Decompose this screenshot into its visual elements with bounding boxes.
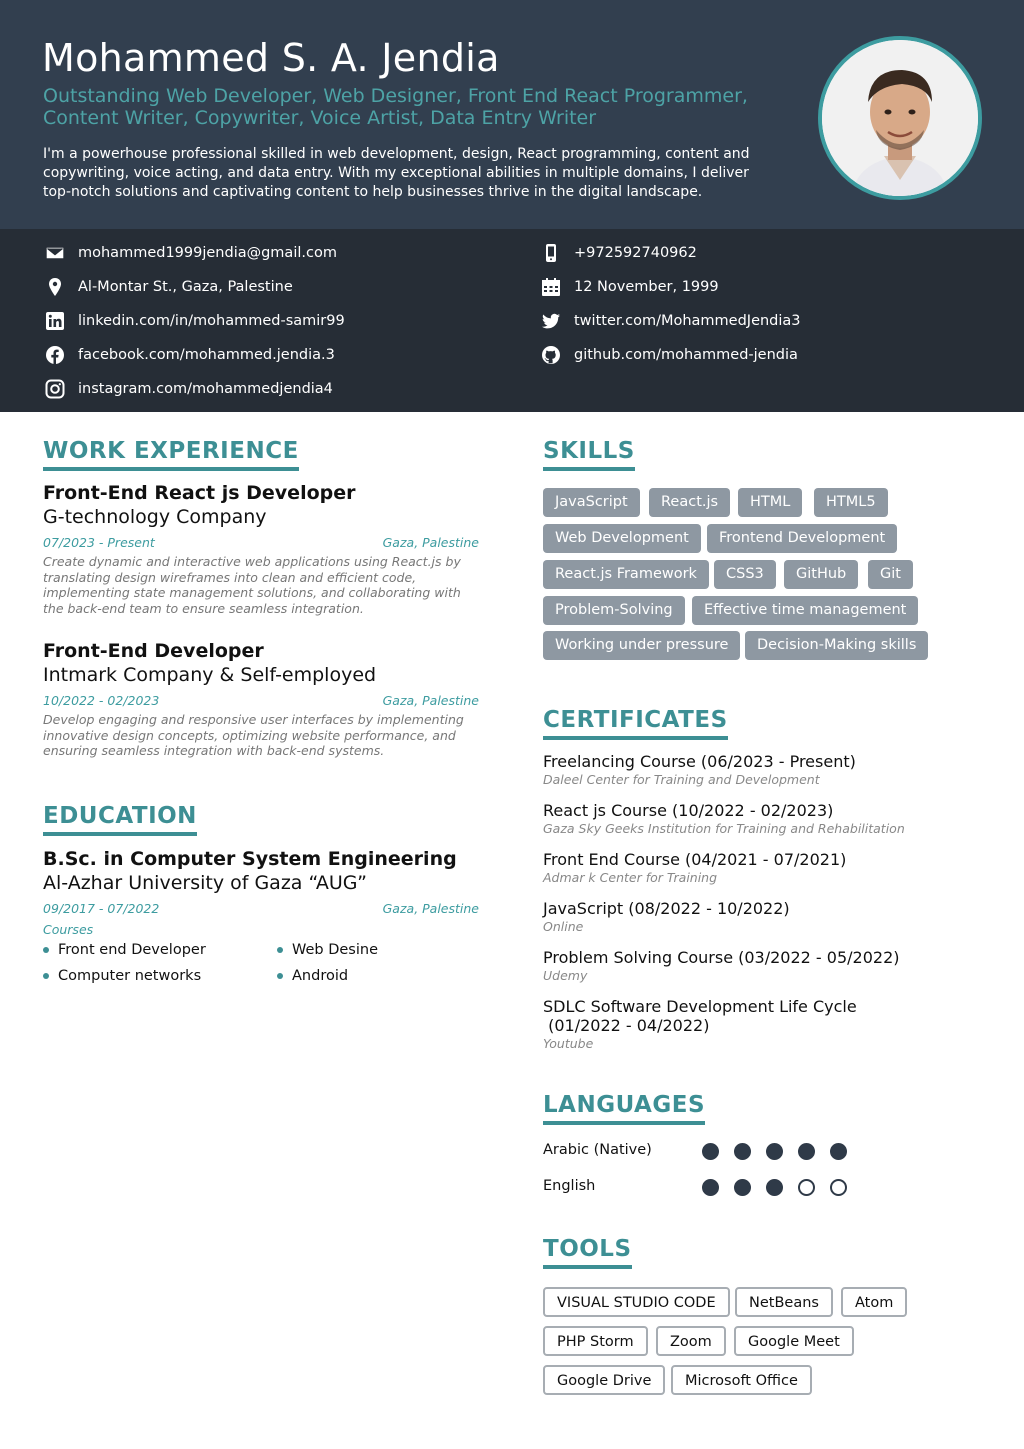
course-label: Computer networks: [58, 968, 202, 984]
phone-text: +972592740962: [574, 245, 697, 261]
certificate-name: Front End Course (04/2021 - 07/2021): [543, 850, 847, 869]
candidate-headline: [43, 85, 803, 129]
level-dot-filled: [766, 1143, 783, 1160]
course-label: Front end Developer: [58, 942, 206, 958]
skill-tag: Decision-Making skills: [745, 631, 928, 660]
certificate-name: JavaScript (08/2022 - 10/2022): [543, 899, 790, 918]
facebook-icon: [45, 345, 65, 365]
headline-line-2: Content Writer, Copywriter, Voice Artist, Data Entry Writer: [43, 107, 597, 129]
resume-header: [0, 0, 1024, 229]
course-item: [277, 968, 348, 984]
certificates-heading: CERTIFICATES: [543, 707, 728, 740]
level-dot-filled: [734, 1143, 751, 1160]
twitter-text: twitter.com/MohammedJendia3: [574, 313, 801, 329]
language-level-dots: [702, 1143, 862, 1160]
job-2-title: Front-End Developer: [43, 640, 264, 662]
certificate-source: Online: [543, 919, 584, 934]
job-2-meta: [43, 693, 479, 708]
birthday-text: 12 November, 1999: [574, 279, 719, 295]
level-dot-filled: [734, 1179, 751, 1196]
profile-summary: I'm a powerhouse professional skilled in web development, design, React programming, content and copywriting, voice acting, and data entry. With my exceptional abilities in multiple domains, I deliver top-notch solutions and captivating content to help businesses thrive in the digital landscape.: [43, 146, 750, 200]
facebook-text: facebook.com/mohammed.jendia.3: [78, 347, 335, 363]
job-1-location: Gaza, Palestine: [382, 535, 479, 550]
person-portrait-icon: [822, 40, 978, 196]
level-dot-empty: [830, 1179, 847, 1196]
skill-tag: Web Development: [543, 524, 701, 553]
tools-heading: TOOLS: [543, 1236, 632, 1269]
certificate-source: Daleel Center for Training and Development: [543, 772, 820, 787]
skill-tag: CSS3: [714, 560, 776, 589]
skill-tag: Working under pressure: [543, 631, 740, 660]
course-item: [43, 968, 201, 984]
tool-tag: Microsoft Office: [671, 1365, 812, 1395]
skill-tag: HTML: [738, 488, 802, 517]
tool-tag: PHP Storm: [543, 1326, 648, 1356]
contact-phone[interactable]: [541, 241, 697, 265]
courses-label: Courses: [43, 922, 94, 937]
contact-birthday: [541, 275, 719, 299]
certificate-name-line-2: (01/2022 - 04/2022): [543, 1016, 710, 1035]
bullet-icon: [277, 973, 283, 979]
certificate-name: React js Course (10/2022 - 02/2023): [543, 801, 834, 820]
github-text: github.com/mohammed-jendia: [574, 347, 798, 363]
certificate-name: [543, 997, 857, 1035]
course-item: [277, 942, 378, 958]
skill-tag: React.js Framework: [543, 560, 709, 589]
skill-tag: Effective time management: [692, 596, 918, 625]
contact-instagram[interactable]: [45, 377, 333, 401]
contact-band: [0, 229, 1024, 412]
languages-heading: LANGUAGES: [543, 1092, 705, 1125]
education-meta: [43, 901, 479, 916]
tool-tag: Google Drive: [543, 1365, 665, 1395]
bullet-icon: [43, 973, 49, 979]
level-dot-filled: [798, 1143, 815, 1160]
skill-tag: Git: [868, 560, 913, 589]
level-dot-filled: [830, 1143, 847, 1160]
email-text: mohammed1999jendia@gmail.com: [78, 245, 337, 261]
contact-twitter[interactable]: [541, 309, 801, 333]
headline-line-1: Outstanding Web Developer, Web Designer, Front End React Programmer,: [43, 85, 748, 107]
skill-tag: HTML5: [814, 488, 888, 517]
skill-tag: Problem-Solving: [543, 596, 685, 625]
github-icon: [541, 345, 561, 365]
instagram-text: instagram.com/mohammedjendia4: [78, 381, 333, 397]
certificate-source: Admar k Center for Training: [543, 870, 718, 885]
contact-facebook[interactable]: [45, 343, 335, 367]
contact-linkedin[interactable]: [45, 309, 345, 333]
certificate-source: Gaza Sky Geeks Institution for Training and Rehabilitation: [543, 821, 905, 836]
level-dot-empty: [798, 1179, 815, 1196]
education-location: Gaza, Palestine: [382, 901, 479, 916]
certificate-name-line-1: SDLC Software Development Life Cycle: [543, 997, 857, 1016]
phone-icon: [541, 243, 561, 263]
certificate-source: Youtube: [543, 1036, 594, 1051]
job-2-dates: 10/2022 - 02/2023: [43, 693, 160, 708]
tool-tag: Atom: [841, 1287, 907, 1317]
tool-tag: Google Meet: [734, 1326, 854, 1356]
certificate-source: Udemy: [543, 968, 588, 983]
job-2-location: Gaza, Palestine: [382, 693, 479, 708]
job-2-company: Intmark Company & Self-employed: [43, 664, 377, 686]
tool-tag: Zoom: [656, 1326, 726, 1356]
level-dot-filled: [702, 1143, 719, 1160]
language-name: Arabic (Native): [543, 1142, 652, 1158]
skill-tag: JavaScript: [543, 488, 640, 517]
job-1-title: Front-End React js Developer: [43, 482, 356, 504]
education-dates: 09/2017 - 07/2022: [43, 901, 160, 916]
work-experience-heading: WORK EXPERIENCE: [43, 438, 299, 471]
skill-tag: GitHub: [784, 560, 858, 589]
linkedin-icon: [45, 311, 65, 331]
contact-address: [45, 275, 293, 299]
course-label: Android: [292, 968, 349, 984]
education-school: Al-Azhar University of Gaza “AUG”: [43, 872, 367, 894]
skills-heading: SKILLS: [543, 438, 635, 471]
linkedin-text: linkedin.com/in/mohammed-samir99: [78, 313, 345, 329]
skill-tag: Frontend Development: [707, 524, 897, 553]
address-text: Al-Montar St., Gaza, Palestine: [78, 279, 293, 295]
location-pin-icon: [45, 277, 65, 297]
candidate-name: Mohammed S. A. Jendia: [42, 36, 500, 80]
bullet-icon: [277, 947, 283, 953]
job-1-description: Create dynamic and interactive web applications using React.js by translating design wireframes into clean and efficient code, implementing state management solutions, and collaborating with the back-end team to ensure seamless integration.: [43, 554, 461, 616]
job-1-company: G-technology Company: [43, 506, 267, 528]
instagram-icon: [45, 379, 65, 399]
calendar-icon: [541, 277, 561, 297]
job-1-meta: [43, 535, 479, 550]
job-2-description: Develop engaging and responsive user interfaces by implementing innovative design concepts, optimizing website performance, and ensuring seamless integration with back-end systems.: [43, 712, 464, 758]
language-name: English: [543, 1178, 596, 1194]
skill-tag: React.js: [649, 488, 730, 517]
bullet-icon: [43, 947, 49, 953]
profile-photo: [818, 36, 982, 200]
contact-email[interactable]: [45, 241, 337, 265]
level-dot-filled: [766, 1179, 783, 1196]
twitter-icon: [541, 311, 561, 331]
envelope-icon: [45, 243, 65, 263]
contact-github[interactable]: [541, 343, 798, 367]
tool-tag: VISUAL STUDIO CODE: [543, 1287, 730, 1317]
level-dot-filled: [702, 1179, 719, 1196]
course-label: Web Desine: [292, 942, 379, 958]
certificate-name: Freelancing Course (06/2023 - Present): [543, 752, 856, 771]
job-1-dates: 07/2023 - Present: [43, 535, 155, 550]
tool-tag: NetBeans: [735, 1287, 833, 1317]
course-item: [43, 942, 206, 958]
education-degree: B.Sc. in Computer System Engineering: [43, 848, 457, 870]
language-level-dots: [702, 1179, 862, 1196]
certificate-name: Problem Solving Course (03/2022 - 05/2022): [543, 948, 900, 967]
education-heading: EDUCATION: [43, 803, 197, 836]
